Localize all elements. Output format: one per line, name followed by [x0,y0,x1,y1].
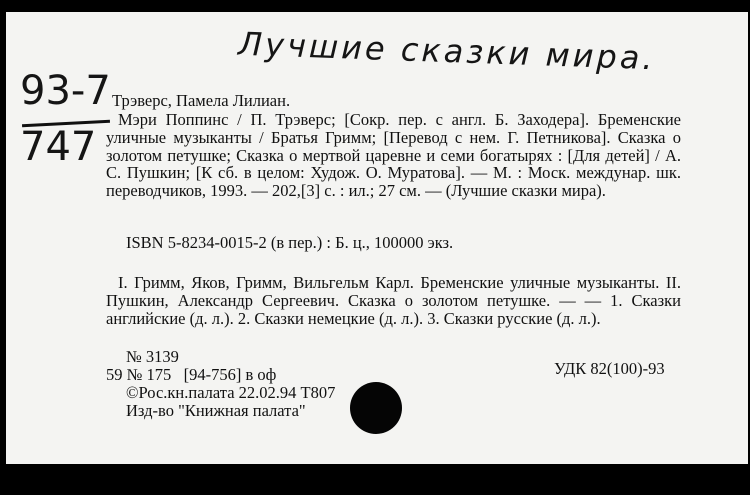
punch-hole [350,382,402,434]
author-heading: Трэверс, Памела Лилиан. [112,91,291,110]
bibliographic-description: Мэри Поппинс / П. Трэверс; [Сокр. пер. с англ. Б. Заходера]. Бременские уличные музыканты / Братья Гримм; [Перевод с нем. Г. Петникова]. Сказка о золотом петушке; Сказка о мертвой царевне и семи богатырях : [Для детей] / А. С. Пушкин; [К сб. в целом: Худож. О. Муратова]. — М. : Моск. междунар. шк. переводчиков, 1993. — 202,[3] с. : ил.; 27 см. — (Лучшие сказки мира). [106,110,681,201]
handwritten-series-title: Лучшие сказки мира. [237,24,657,78]
udk-code: УДК 82(100)-93 [554,359,665,378]
handwritten-shelf-mark-bottom: 747 [20,124,97,170]
chamber-line: ©Рос.кн.палата 22.02.94 Т807 [126,383,336,402]
tracings: I. Гримм, Яков, Гримм, Вильгельм Карл. Бременские уличные музыканты. II. Пушкин, Александр Сергеевич. Сказка о золотом петушке. — — 1. Сказки английские (д. л.). 2. Сказки немецкие (д. л.). 3. Сказки русские (д. л.). [106,273,681,328]
handwritten-shelf-mark-top: 93-7 [20,68,111,114]
isbn-line: ISBN 5-8234-0015-2 (в пер.) : Б. ц., 100000 экз. [126,233,454,252]
publisher-line: Изд-во "Книжная палата" [126,401,306,420]
order-line: 59 № 175 [94-756] в оф [106,365,277,384]
card-number: № 3139 [126,347,179,366]
catalog-card [6,12,748,464]
scan-border [0,464,750,495]
